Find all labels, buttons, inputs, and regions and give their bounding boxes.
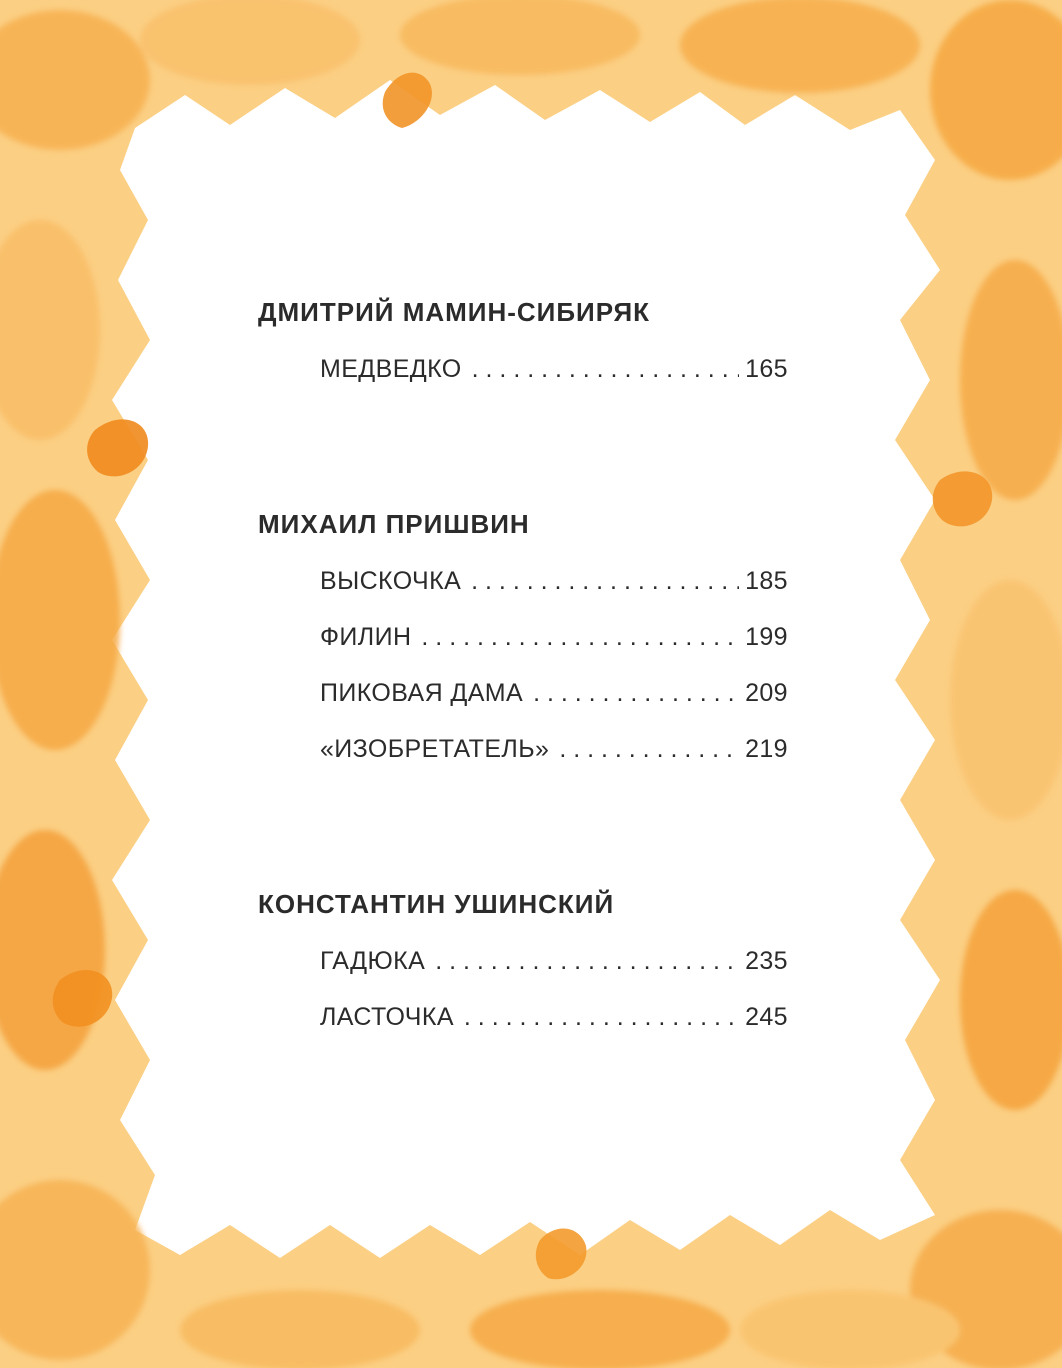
dot-leader (471, 566, 739, 596)
dot-leader (464, 1002, 739, 1032)
entry-title: ГАДЮКА (320, 947, 426, 975)
dot-leader (435, 946, 739, 976)
entry-title: ПИКОВАЯ ДАМА (320, 679, 524, 707)
entry-title: ЛАСТОЧКА (320, 1003, 454, 1031)
dot-leader (421, 622, 739, 652)
toc-entry[interactable] (320, 946, 788, 976)
toc-entry[interactable] (320, 678, 788, 708)
toc-entry[interactable] (320, 734, 788, 764)
entry-page-number: 185 (745, 567, 788, 595)
entry-page-number: 209 (745, 679, 788, 707)
dot-leader (472, 354, 739, 384)
toc-entry[interactable] (320, 1002, 788, 1032)
entry-page-number: 165 (745, 355, 788, 383)
entry-page-number: 245 (745, 1003, 788, 1031)
author-heading: ДМИТРИЙ МАМИН-СИБИРЯК (258, 297, 650, 327)
entry-title: МЕДВЕДКО (320, 355, 462, 383)
toc-entry[interactable] (320, 354, 788, 384)
author-heading: МИХАИЛ ПРИШВИН (258, 509, 530, 539)
toc-entry[interactable] (320, 566, 788, 596)
author-heading: КОНСТАНТИН УШИНСКИЙ (258, 889, 615, 919)
entry-page-number: 199 (745, 623, 788, 651)
entry-title: «ИЗОБРЕТАТЕЛЬ» (320, 735, 550, 763)
toc-entry[interactable] (320, 622, 788, 652)
dot-leader (559, 734, 739, 764)
entry-title: ВЫСКОЧКА (320, 567, 462, 595)
entry-page-number: 235 (745, 947, 788, 975)
dot-leader (533, 678, 739, 708)
entry-title: ФИЛИН (320, 623, 412, 651)
entry-page-number: 219 (745, 735, 788, 763)
